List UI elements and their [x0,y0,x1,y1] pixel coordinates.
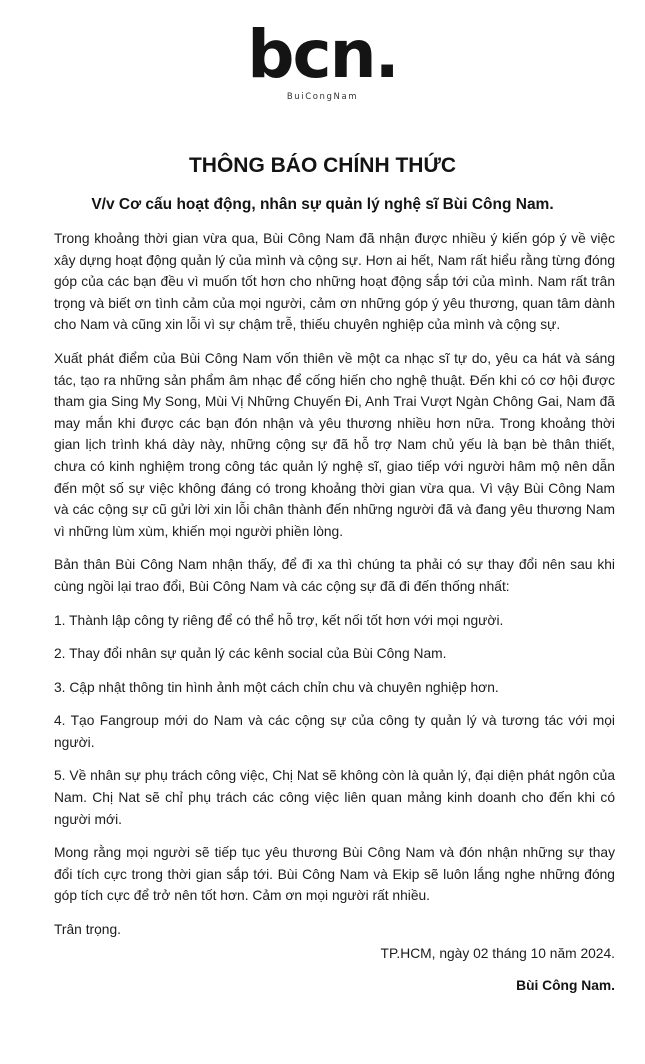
decision-list [54,610,615,831]
list-item: 3. Cập nhật thông tin hình ảnh một cách chỉn chu và chuyên nghiệp hơn. [54,679,499,695]
place-date: TP.HCM, ngày 02 tháng 10 năm 2024. [380,946,615,961]
list-item: 5. Về nhân sự phụ trách công việc, Chị Nat sẽ không còn là quản lý, đại diện phát ngôn của Nam. Chị Nat sẽ chỉ phụ trách các công việc liên quan mảng kinh doanh cho đến khi có người mới. [54,768,615,827]
logo-mark: bcn. [247,16,398,93]
logo-subtitle: BuiCongNam [286,92,359,102]
signature: Bùi Công Nam. [516,978,615,993]
paragraph-final: Mong rằng mọi người sẽ tiếp tục yêu thương Bùi Công Nam và đón nhận những sự thay đổi tích cực trong thời gian sắp tới. Bùi Công Nam và Ekip sẽ luôn lắng nghe những đóng góp tích cực để trở nên tốt hơn. Cảm ơn mọi người rất nhiều. [54,845,615,904]
list-item: 1. Thành lập công ty riêng để có thể hỗ trợ, kết nối tốt hơn với mọi người. [54,612,504,628]
document-body [54,228,615,941]
list-item: 4. Tạo Fangroup mới do Nam và các cộng sự của công ty quản lý và tương tác với mọi người. [54,713,615,750]
brand-logo [0,16,645,102]
closing-text: Trân trọng. [54,922,121,938]
document-subtitle: V/v Cơ cấu hoạt động, nhân sự quản lý nghệ sĩ Bùi Công Nam. [91,196,554,213]
document-title: THÔNG BÁO CHÍNH THỨC [188,154,457,177]
paragraph-intro: Trong khoảng thời gian vừa qua, Bùi Công Nam đã nhận được nhiều ý kiến góp ý về việc xây dựng hoạt động quản lý của mình và cộng sự. Hơn ai hết, Nam rất hiểu rằng từng đóng góp của các bạn đều vì muốn tốt hơn cho những hoạt động sắp tới của mình. Nam rất trân trọng và biết ơn tình cảm của mọi người, cảm ơn những góp ý yêu thương, quan tâm dành cho Nam và cũng xin lỗi vì sự chậm trễ, thiếu chuyên nghiệp của mình và cộng sự. [54,231,615,333]
paragraph-background: Xuất phát điểm của Bùi Công Nam vốn thiên về một ca nhạc sĩ tự do, yêu ca hát và sáng tác, tạo ra những sản phẩm âm nhạc để cống hiến cho nghệ thuật. Đến khi có cơ hội được tham gia Sing My Song, Mùi Vị Những Chuyến Đi, Anh Trai Vượt Ngàn Chông Gai, Nam đã may mắn khi được các bạn đón nhận và yêu thương nhiều hơn nữa. Trong khoảng thời gian lịch trình khá dày này, những cộng sự đã hỗ trợ Nam chủ yếu là bạn bè thân thiết, chưa có kinh nghiệm trong công tác quản lý nghệ sĩ, giao tiếp với người hâm mộ nên dẫn đến một số sự việc không đáng có trong khoảng thời gian vừa qua. Vì vậy Bùi Công Nam và các cộng sự cũ gửi lời xin lỗi chân thành đến những người đã và đang yêu thương Nam vì những lùm xùm, khiến mọi người phiền lòng. [54,350,615,539]
list-item: 2. Thay đổi nhân sự quản lý các kênh social của Bùi Công Nam. [54,646,447,662]
paragraph-decision: Bản thân Bùi Công Nam nhận thấy, để đi xa thì chúng ta phải có sự thay đổi nên sau khi cùng ngồi lại trao đổi, Bùi Công Nam và các cộng sự đã đi đến thống nhất: [54,557,615,594]
